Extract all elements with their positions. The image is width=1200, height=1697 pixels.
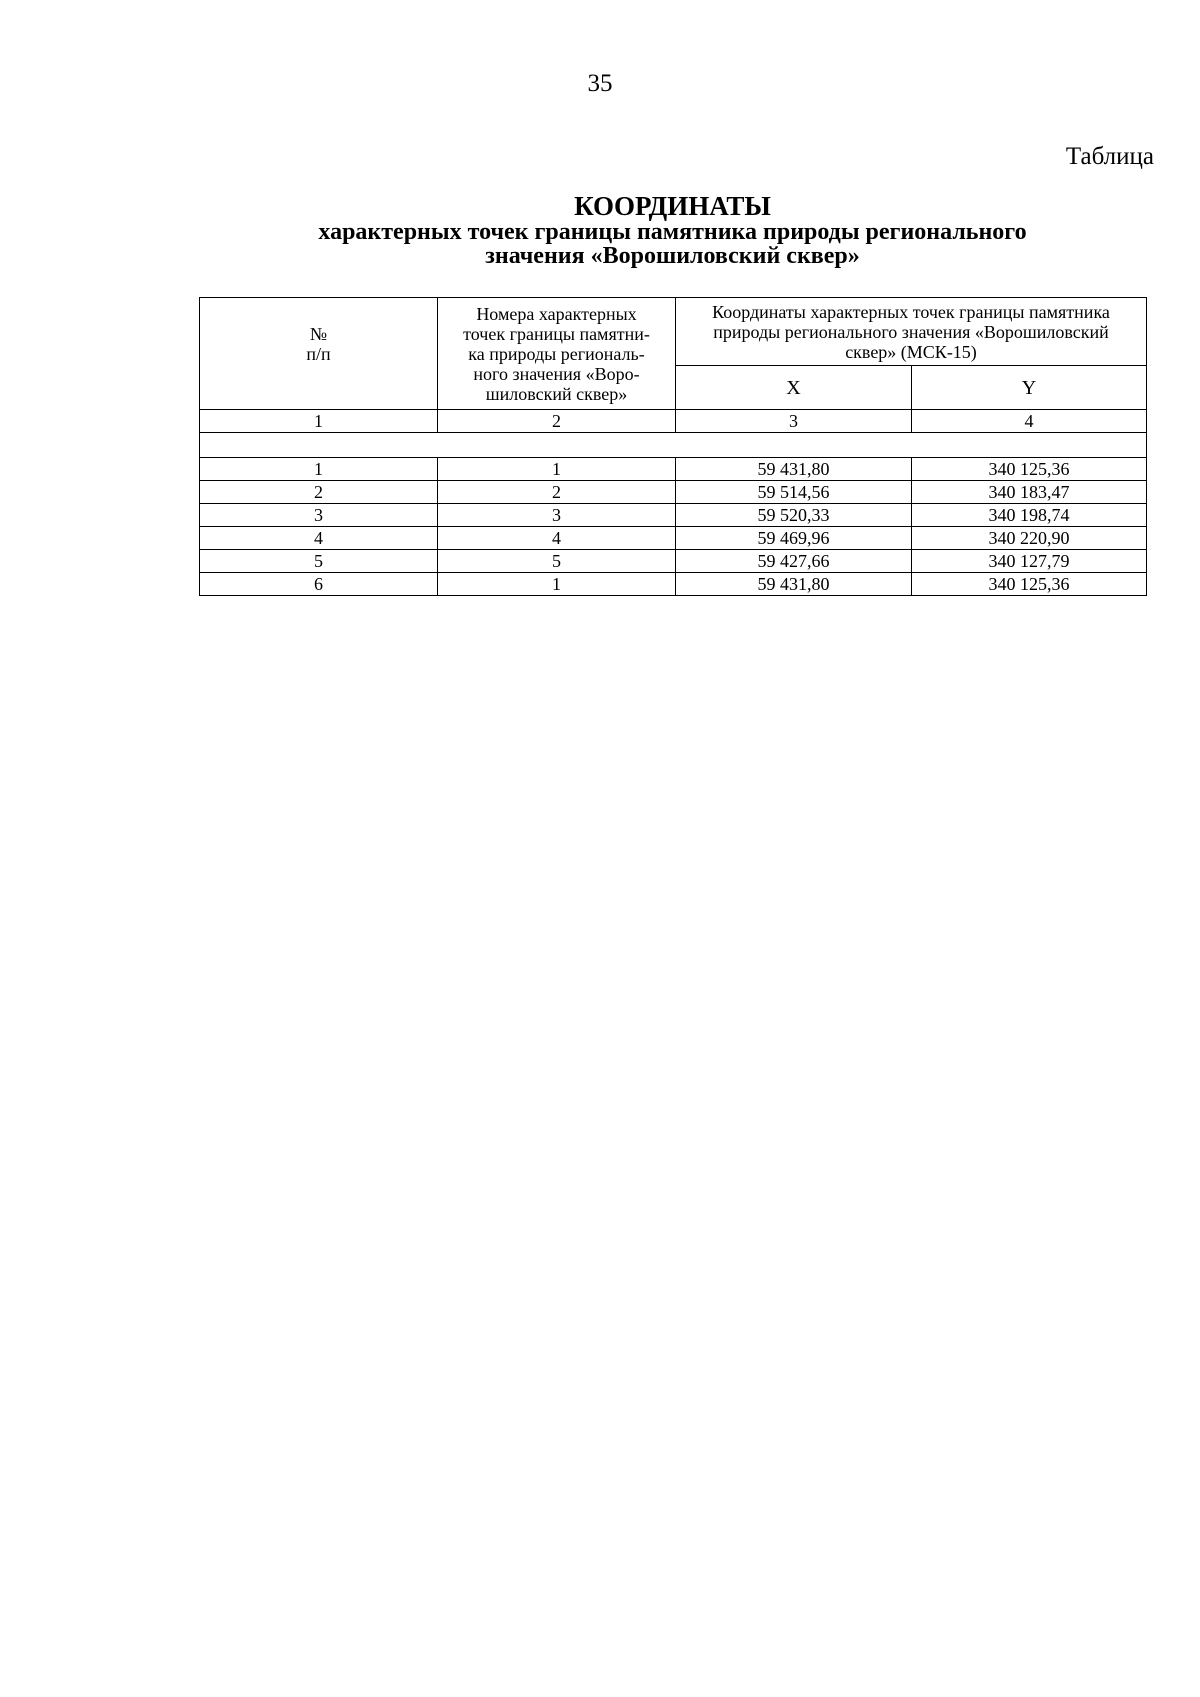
cell-point: 4 [438,527,676,550]
cell-x: 59 520,33 [676,504,912,527]
header-point-line: ного значения «Воро- [473,363,640,384]
cell-y: 340 198,74 [912,504,1147,527]
empty-cell [200,433,1147,458]
header-coords-line: сквер» (МСК-15) [845,341,977,362]
table-row [200,481,1147,504]
document-heading [200,192,1145,268]
table-row [200,527,1147,550]
cell-point: 2 [438,481,676,504]
cell-y: 340 127,79 [912,550,1147,573]
header-point-line: ка природы региональ- [468,343,645,364]
coordinates-table [199,297,1147,596]
cell-x: 59 431,80 [676,458,912,481]
table-label: Таблица [1065,143,1154,170]
column-number: 1 [200,410,438,433]
table-row [200,504,1147,527]
cell-point: 1 [438,458,676,481]
empty-row [200,433,1147,458]
table-row [200,458,1147,481]
header-row-number [200,298,438,410]
cell-index: 5 [200,550,438,573]
header-y: Y [912,366,1147,410]
heading-title: КООРДИНАТЫ [574,191,771,221]
header-point-line: точек границы памятни- [463,323,650,344]
column-number: 3 [676,410,912,433]
cell-index: 1 [200,458,438,481]
cell-y: 340 125,36 [912,573,1147,596]
header-point-line: Номера характерных [476,303,637,324]
table-row [200,573,1147,596]
cell-index: 6 [200,573,438,596]
heading-subtitle-line2: значения «Ворошиловский сквер» [485,243,860,269]
cell-x: 59 469,96 [676,527,912,550]
header-point-line: шиловский сквер» [485,383,628,404]
cell-x: 59 427,66 [676,550,912,573]
cell-x: 59 431,80 [676,573,912,596]
column-number-row [200,410,1147,433]
cell-y: 340 125,36 [912,458,1147,481]
header-coords-line: природы регионального значения «Ворошиловский [713,321,1109,342]
cell-y: 340 220,90 [912,527,1147,550]
header-point-numbers [438,298,676,410]
heading-subtitle-line1: характерных точек границы памятника природы регионального [318,219,1027,245]
header-row-number-sign: № [309,323,328,344]
cell-x: 59 514,56 [676,481,912,504]
cell-point: 5 [438,550,676,573]
header-coords-line: Координаты характерных точек границы памятника [712,301,1110,322]
column-number: 4 [912,410,1147,433]
cell-index: 2 [200,481,438,504]
cell-point: 3 [438,504,676,527]
cell-index: 3 [200,504,438,527]
table-row [200,550,1147,573]
cell-point: 1 [438,573,676,596]
header-x: X [676,366,912,410]
cell-index: 4 [200,527,438,550]
page-number: 35 [587,70,613,97]
header-row-number-abbr: п/п [306,343,331,364]
header-coordinates [676,298,1147,366]
column-number: 2 [438,410,676,433]
cell-y: 340 183,47 [912,481,1147,504]
